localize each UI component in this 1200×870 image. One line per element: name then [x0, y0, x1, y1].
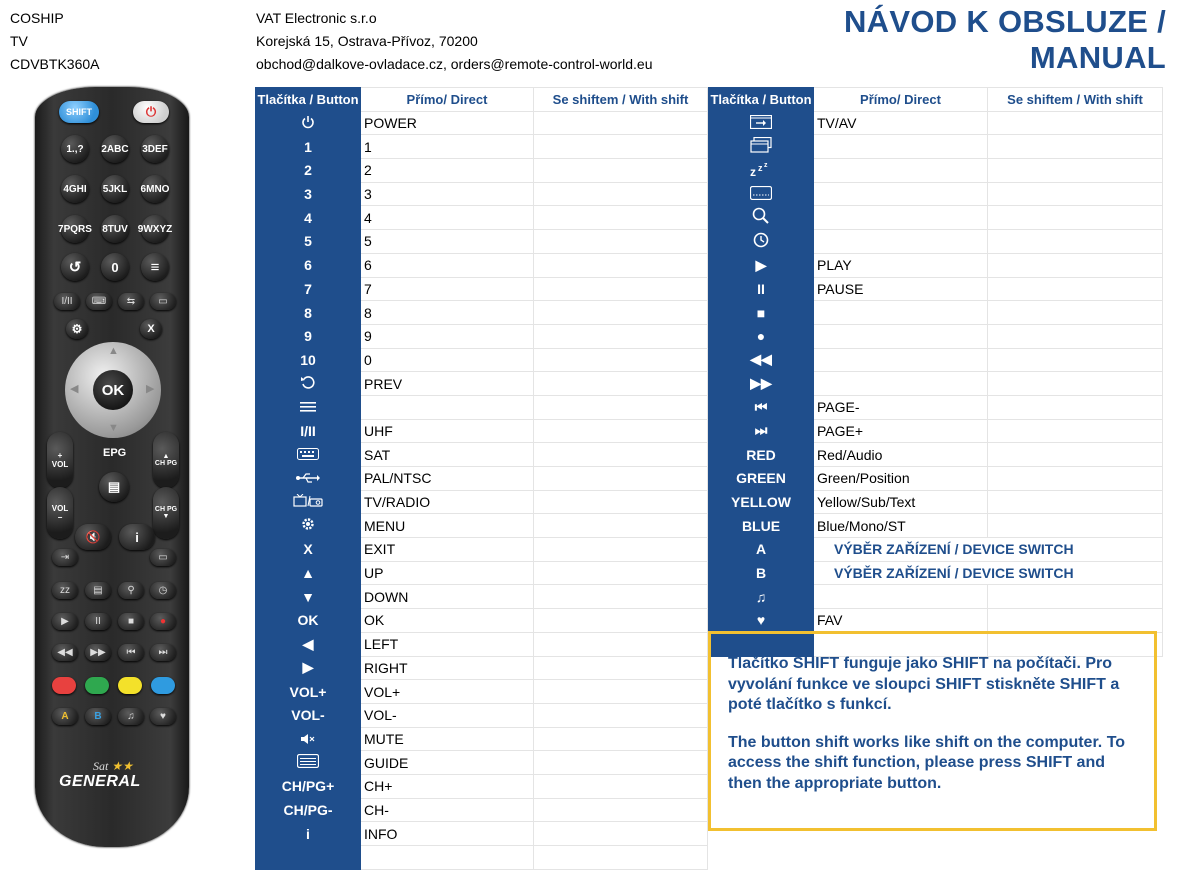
- table-row: [256, 443, 708, 467]
- next-page-icon: ⏭: [150, 644, 176, 661]
- model-text: CDVBTK360A: [10, 56, 100, 72]
- button-name-cell: 9: [256, 324, 361, 348]
- button-name-cell: 1: [256, 135, 361, 159]
- a-key: A: [52, 708, 78, 725]
- direct-function-cell: 4: [361, 206, 534, 230]
- guide-icon: ▤: [99, 472, 129, 502]
- shift-function-cell: [988, 443, 1163, 467]
- usb-icon: ⇆: [118, 293, 144, 310]
- left-arrow-icon: ◀: [70, 383, 79, 395]
- table-row: [256, 727, 708, 751]
- shift-function-cell: [534, 159, 708, 183]
- shift-function-cell: [534, 609, 708, 633]
- table-row: [709, 514, 1163, 538]
- button-name-cell: ◀◀: [709, 348, 814, 372]
- sleep-icon: zz: [52, 582, 78, 599]
- guide-icon: [256, 751, 361, 775]
- shift-function-cell: [534, 348, 708, 372]
- music-icon: ♫: [118, 708, 144, 725]
- shift-function-cell: [988, 490, 1163, 514]
- device-text: TV: [10, 33, 28, 49]
- shift-function-cell: [988, 135, 1163, 159]
- windows-icon: ▭: [150, 549, 176, 566]
- button-name-cell: A: [709, 538, 814, 562]
- shift-function-cell: [534, 467, 708, 491]
- button-name-cell: ◀: [256, 632, 361, 656]
- table-row: [256, 253, 708, 277]
- button-name-cell: 5: [256, 230, 361, 254]
- direct-function-cell: [814, 301, 988, 325]
- table-row: [709, 206, 1163, 230]
- table-row: [709, 253, 1163, 277]
- right-button-table: [708, 87, 1163, 657]
- svg-text:z: z: [750, 164, 756, 177]
- shift-function-cell: [988, 585, 1163, 609]
- button-name-cell: i: [256, 822, 361, 846]
- button-name-cell: 8: [256, 301, 361, 325]
- direct-function-cell: 7: [361, 277, 534, 301]
- direct-function-cell: 8: [361, 301, 534, 325]
- shift-function-cell: [988, 253, 1163, 277]
- svg-text:z: z: [764, 161, 768, 169]
- digit-key: 1.,?: [61, 135, 89, 163]
- button-name-cell: ■: [709, 301, 814, 325]
- button-name-cell: ▲: [256, 561, 361, 585]
- table-row: [709, 538, 1163, 562]
- digit-key: 2ABC: [101, 135, 129, 163]
- direct-function-cell: EXIT: [361, 538, 534, 562]
- ch-down-key: CH PG ▼: [153, 487, 179, 539]
- shift-function-cell: [988, 111, 1163, 135]
- shift-function-cell: [988, 419, 1163, 443]
- direct-function-cell: 0: [361, 348, 534, 372]
- direct-function-cell: [814, 372, 988, 396]
- shift-function-cell: [534, 253, 708, 277]
- shift-function-cell: [534, 798, 708, 822]
- table-row: [709, 490, 1163, 514]
- ok-key: OK: [93, 370, 133, 410]
- right-arrow-icon: ▶: [146, 383, 155, 395]
- table-row: [256, 206, 708, 230]
- company-name: VAT Electronic s.r.o: [256, 10, 377, 26]
- button-name-cell: ♥: [709, 609, 814, 633]
- button-name-cell: GREEN: [709, 467, 814, 491]
- power-icon: ⏻: [133, 101, 169, 123]
- direct-function-cell: 3: [361, 182, 534, 206]
- col-header-direct: Přímo/ Direct: [361, 88, 534, 112]
- windows-icon: [709, 135, 814, 159]
- table-row: [709, 277, 1163, 301]
- digit-key: 3DEF: [141, 135, 169, 163]
- teletext-icon: [709, 182, 814, 206]
- direct-function-cell: DOWN: [361, 585, 534, 609]
- search-icon: ⚲: [118, 582, 144, 599]
- keyboard-icon: ⌨: [86, 293, 112, 310]
- shift-function-cell: [534, 822, 708, 846]
- button-name-cell: 10: [256, 348, 361, 372]
- shift-function-cell: [988, 301, 1163, 325]
- button-name-cell: ●: [709, 324, 814, 348]
- shift-function-cell: [534, 632, 708, 656]
- direct-function-cell: RIGHT: [361, 656, 534, 680]
- shift-function-cell: [534, 751, 708, 775]
- tv-radio-icon: ▭: [150, 293, 176, 310]
- shift-function-cell: [534, 538, 708, 562]
- shift-function-cell: [988, 467, 1163, 491]
- direct-function-cell: PAGE+: [814, 419, 988, 443]
- table-row: [256, 632, 708, 656]
- epg-label: EPG: [103, 447, 127, 459]
- direct-function-cell: 2: [361, 159, 534, 183]
- button-name-cell: II: [709, 277, 814, 301]
- direct-function-cell: PAGE-: [814, 395, 988, 419]
- list-icon: [256, 395, 361, 419]
- heart-icon: ♥: [150, 708, 176, 725]
- direct-function-cell: [814, 159, 988, 183]
- button-name-cell: ♫: [709, 585, 814, 609]
- shift-note-en: The button shift works like shift on the computer. To access the shift function, please press SHIFT and then the appropriate button.: [728, 733, 1126, 792]
- table-row: [256, 774, 708, 798]
- brand-script: Sat ★★: [93, 759, 133, 773]
- shift-function-cell: [534, 182, 708, 206]
- table-row: [256, 490, 708, 514]
- direct-function-cell: Blue/Mono/ST: [814, 514, 988, 538]
- button-name-cell: ▶: [709, 253, 814, 277]
- shift-function-cell: [534, 774, 708, 798]
- shift-function-cell: [534, 277, 708, 301]
- button-name-cell: 6: [256, 253, 361, 277]
- table-row: [256, 703, 708, 727]
- table-row: [256, 798, 708, 822]
- b-key: B: [85, 708, 111, 725]
- mute-icon: [256, 727, 361, 751]
- input-icon: ⇥: [52, 549, 78, 566]
- shift-note-cz: Tlačítko SHIFT funguje jako SHIFT na počítači. Pro vyvolání funkce ve sloupci SHIFT stiskněte SHIFT a poté tlačítko s funkcí.: [728, 655, 1120, 713]
- digit-key: 5JKL: [101, 175, 129, 203]
- shift-function-cell: [988, 395, 1163, 419]
- direct-function-cell: VOL-: [361, 703, 534, 727]
- usb-icon: [256, 467, 361, 491]
- exit-key: X: [140, 319, 162, 339]
- shift-function-cell: [534, 490, 708, 514]
- button-name-cell: 2: [256, 159, 361, 183]
- clock-icon: ◷: [150, 582, 176, 599]
- button-name-cell: BLUE: [709, 514, 814, 538]
- button-name-cell: 7: [256, 277, 361, 301]
- button-name-cell: OK: [256, 609, 361, 633]
- mute-icon: 🔇: [75, 524, 111, 550]
- direct-function-cell: OK: [361, 609, 534, 633]
- shift-button: SHIFT: [59, 101, 99, 123]
- button-name-cell: ▶▶: [709, 372, 814, 396]
- shift-function-cell: [988, 609, 1163, 633]
- button-name-cell: [256, 846, 361, 870]
- forward-icon: ▶▶: [85, 644, 111, 661]
- sleep-icon: [709, 159, 814, 183]
- io-key: I/II: [54, 293, 80, 310]
- shift-function-cell: [534, 727, 708, 751]
- table-row: [709, 135, 1163, 159]
- direct-function-cell: [814, 348, 988, 372]
- back-arrow-icon: ↺: [61, 253, 89, 281]
- direct-function-cell: TV/AV: [814, 111, 988, 135]
- direct-function-cell: UHF: [361, 419, 534, 443]
- table-row: [256, 182, 708, 206]
- table-row: [709, 111, 1163, 135]
- direct-function-cell: [814, 206, 988, 230]
- table-row: [709, 348, 1163, 372]
- table-row: [709, 419, 1163, 443]
- table-row: [256, 609, 708, 633]
- direct-function-cell: 1: [361, 135, 534, 159]
- button-name-cell: 3: [256, 182, 361, 206]
- table-row: [256, 680, 708, 704]
- direct-function-cell: Green/Position: [814, 467, 988, 491]
- table-row: [256, 467, 708, 491]
- table-row: [709, 609, 1163, 633]
- table-row: [256, 514, 708, 538]
- shift-function-cell: [534, 443, 708, 467]
- direct-function-cell: INFO: [361, 822, 534, 846]
- col-header-button: Tlačítka / Button: [709, 88, 814, 112]
- device-switch-cell: VÝBĚR ZAŘÍZENÍ / DEVICE SWITCH: [814, 561, 1163, 585]
- button-name-cell: ▶: [256, 656, 361, 680]
- shift-function-cell: [988, 182, 1163, 206]
- remote-control-image: [35, 87, 189, 847]
- ch-up-key: ▲ CH PG: [153, 432, 179, 488]
- play-icon: ▶: [52, 613, 78, 630]
- table-row: [256, 822, 708, 846]
- device-switch-cell: VÝBĚR ZAŘÍZENÍ / DEVICE SWITCH: [814, 538, 1163, 562]
- shift-function-cell: [988, 159, 1163, 183]
- direct-function-cell: Red/Audio: [814, 443, 988, 467]
- table-row: [256, 301, 708, 325]
- button-name-cell: VOL-: [256, 703, 361, 727]
- page-title: NÁVOD K OBSLUZE / MANUAL: [843, 4, 1166, 75]
- direct-function-cell: [814, 230, 988, 254]
- down-arrow-icon: ▼: [108, 422, 119, 434]
- button-name-cell: B: [709, 561, 814, 585]
- direct-function-cell: 5: [361, 230, 534, 254]
- shift-function-cell: [988, 372, 1163, 396]
- table-row: [256, 324, 708, 348]
- button-name-cell: I/II: [256, 419, 361, 443]
- table-row: [256, 230, 708, 254]
- teletext-icon: ▤: [85, 582, 111, 599]
- direct-function-cell: FAV: [814, 609, 988, 633]
- shift-function-cell: [534, 301, 708, 325]
- vol-up-key: + VOL: [47, 432, 73, 488]
- button-name-cell: ▼: [256, 585, 361, 609]
- table-row: [256, 135, 708, 159]
- table-row: [709, 372, 1163, 396]
- shift-function-cell: [534, 372, 708, 396]
- gear-icon: ⚙: [66, 319, 88, 339]
- shift-function-cell: [988, 230, 1163, 254]
- col-header-shift: Se shiftem / With shift: [988, 88, 1163, 112]
- direct-function-cell: CH+: [361, 774, 534, 798]
- digit-key: 6MNO: [141, 175, 169, 203]
- direct-function-cell: [361, 846, 534, 870]
- vol-down-key: VOL −: [47, 487, 73, 539]
- direct-function-cell: TV/RADIO: [361, 490, 534, 514]
- button-name-cell: ⏮: [709, 395, 814, 419]
- table-row: [256, 372, 708, 396]
- table-row: [709, 561, 1163, 585]
- direct-function-cell: MUTE: [361, 727, 534, 751]
- shift-function-cell: [534, 419, 708, 443]
- back-arrow-icon: [256, 372, 361, 396]
- direct-function-cell: PREV: [361, 372, 534, 396]
- col-header-direct: Přímo/ Direct: [814, 88, 988, 112]
- direct-function-cell: 6: [361, 253, 534, 277]
- col-header-button: Tlačítka / Button: [256, 88, 361, 112]
- green-key: [85, 677, 109, 694]
- shift-function-cell: [534, 206, 708, 230]
- red-key: [52, 677, 76, 694]
- direct-function-cell: PAL/NTSC: [361, 467, 534, 491]
- col-header-shift: Se shiftem / With shift: [534, 88, 708, 112]
- button-name-cell: 4: [256, 206, 361, 230]
- shift-function-cell: [534, 230, 708, 254]
- power-icon: [256, 111, 361, 135]
- digit-key: 8TUV: [101, 215, 129, 243]
- blue-key: [151, 677, 175, 694]
- direct-function-cell: Yellow/Sub/Text: [814, 490, 988, 514]
- table-row: [256, 751, 708, 775]
- digit-key: 9WXYZ: [141, 215, 169, 243]
- stop-icon: ■: [118, 613, 144, 630]
- direct-function-cell: POWER: [361, 111, 534, 135]
- gear-icon: [256, 514, 361, 538]
- pause-icon: II: [85, 613, 111, 630]
- table-row: [256, 111, 708, 135]
- company-emails: obchod@dalkove-ovladace.cz, orders@remote-control-world.eu: [256, 56, 653, 72]
- table-row: [256, 395, 708, 419]
- direct-function-cell: [814, 585, 988, 609]
- table-row: [709, 230, 1163, 254]
- direct-function-cell: [361, 395, 534, 419]
- shift-function-cell: [534, 585, 708, 609]
- direct-function-cell: CH-: [361, 798, 534, 822]
- shift-function-cell: [534, 135, 708, 159]
- table-row: [709, 182, 1163, 206]
- shift-function-cell: [534, 680, 708, 704]
- direct-function-cell: UP: [361, 561, 534, 585]
- direct-function-cell: [814, 182, 988, 206]
- table-row: [709, 443, 1163, 467]
- table-row: [256, 419, 708, 443]
- general-logo: GENERAL: [59, 773, 141, 790]
- table-row: [709, 395, 1163, 419]
- digit-key: 4GHI: [61, 175, 89, 203]
- direct-function-cell: VOL+: [361, 680, 534, 704]
- info-key: i: [119, 524, 155, 550]
- direct-function-cell: 9: [361, 324, 534, 348]
- shift-function-cell: [534, 395, 708, 419]
- list-icon: ≡: [141, 253, 169, 281]
- yellow-key: [118, 677, 142, 694]
- shift-function-cell: [534, 514, 708, 538]
- brand-text: COSHIP: [10, 10, 64, 26]
- left-button-table: [255, 87, 708, 870]
- direct-function-cell: [814, 135, 988, 159]
- table-row: [256, 159, 708, 183]
- up-arrow-icon: ▲: [108, 345, 119, 357]
- direct-function-cell: LEFT: [361, 632, 534, 656]
- shift-function-cell: [534, 656, 708, 680]
- input-icon: [709, 111, 814, 135]
- shift-function-cell: [534, 703, 708, 727]
- button-name-cell: VOL+: [256, 680, 361, 704]
- table-row: [256, 538, 708, 562]
- search-icon: [709, 206, 814, 230]
- shift-function-cell: [988, 324, 1163, 348]
- tv-radio-icon: [256, 490, 361, 514]
- shift-function-cell: [534, 846, 708, 870]
- button-name-cell: X: [256, 538, 361, 562]
- rewind-icon: ◀◀: [52, 644, 78, 661]
- table-row: [709, 467, 1163, 491]
- shift-function-cell: [534, 111, 708, 135]
- direct-function-cell: PLAY: [814, 253, 988, 277]
- company-address: Korejská 15, Ostrava-Přívoz, 70200: [256, 33, 478, 49]
- button-name-cell: CH/PG+: [256, 774, 361, 798]
- shift-function-cell: [534, 561, 708, 585]
- digit-key: 7PQRS: [61, 215, 89, 243]
- shift-function-cell: [534, 324, 708, 348]
- direct-function-cell: [814, 324, 988, 348]
- shift-function-cell: [988, 514, 1163, 538]
- direct-function-cell: PAUSE: [814, 277, 988, 301]
- shift-function-cell: [988, 277, 1163, 301]
- table-row: [256, 277, 708, 301]
- keyboard-icon: [256, 443, 361, 467]
- table-row: [256, 585, 708, 609]
- button-name-cell: RED: [709, 443, 814, 467]
- clock-icon: [709, 230, 814, 254]
- button-name-cell: ⏭: [709, 419, 814, 443]
- direct-function-cell: MENU: [361, 514, 534, 538]
- table-row: [256, 656, 708, 680]
- table-row: [709, 324, 1163, 348]
- shift-note: [708, 631, 1157, 831]
- button-name-cell: YELLOW: [709, 490, 814, 514]
- table-row: [709, 585, 1163, 609]
- direct-function-cell: GUIDE: [361, 751, 534, 775]
- button-name-cell: CH/PG-: [256, 798, 361, 822]
- zero-key: 0: [101, 253, 129, 281]
- svg-text:z: z: [758, 162, 763, 173]
- table-row: [256, 846, 708, 870]
- direct-function-cell: SAT: [361, 443, 534, 467]
- shift-function-cell: [988, 206, 1163, 230]
- table-row: [709, 159, 1163, 183]
- table-row: [709, 301, 1163, 325]
- table-row: [256, 561, 708, 585]
- record-icon: ●: [150, 613, 176, 630]
- prev-page-icon: ⏮: [118, 644, 144, 661]
- shift-function-cell: [988, 348, 1163, 372]
- table-row: [256, 348, 708, 372]
